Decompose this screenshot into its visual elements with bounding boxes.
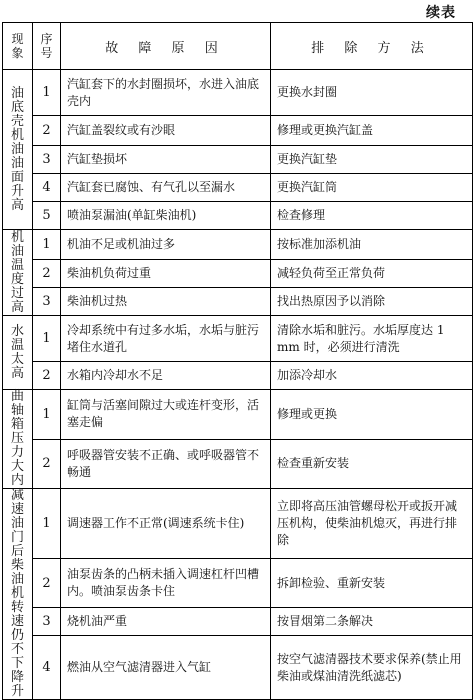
- row-number: 1: [33, 489, 61, 559]
- table-row: [3, 116, 473, 146]
- row-number: 2: [33, 260, 61, 288]
- table-row: [3, 439, 473, 489]
- table-row: [3, 146, 473, 174]
- cause-cell: 烧机油严重: [61, 607, 271, 636]
- cause-cell: 呼吸器管安装不正确、或呼吸器管不畅通: [61, 439, 271, 489]
- table-row: [3, 230, 473, 260]
- fix-cell: 修理或更换汽缸盖: [271, 116, 473, 146]
- row-number: 2: [33, 116, 61, 146]
- fix-cell: 清除水垢和脏污。水垢厚度达 1 mm 时，必须进行清洗: [271, 316, 473, 362]
- fix-cell: 检查重新安装: [271, 439, 473, 489]
- header-no: 序号: [33, 23, 61, 70]
- phenomenon-water-temp-high: 水温太高: [3, 316, 33, 390]
- row-number: 1: [33, 70, 61, 116]
- phenomenon-speed-not-drop: 减速油门后柴油机转速仍不下降升: [3, 489, 33, 700]
- table-row: [3, 288, 473, 316]
- table-row: [3, 362, 473, 390]
- fix-cell: 加添冷却水: [271, 362, 473, 390]
- fix-cell: 修理或更换: [271, 390, 473, 440]
- table-row: [3, 260, 473, 288]
- row-number: 2: [33, 439, 61, 489]
- cause-cell: 机油不足或机油过多: [61, 230, 271, 260]
- cause-cell: 汽缸套下的水封圈损坏，水进入油底壳内: [61, 70, 271, 116]
- fix-cell: 找出热原因予以消除: [271, 288, 473, 316]
- row-number: 5: [33, 202, 61, 230]
- phenomenon-oil-level-rise: 油底壳机油油面升高: [3, 70, 33, 230]
- cause-cell: 调速器工作不正常(调速系统卡住): [61, 489, 271, 559]
- row-number: 2: [33, 362, 61, 390]
- cause-cell: 汽缸套已腐蚀、有气孔以至漏水: [61, 174, 271, 202]
- cause-cell: 柴油机过热: [61, 288, 271, 316]
- fix-cell: 检查修理: [271, 202, 473, 230]
- row-number: 3: [33, 288, 61, 316]
- table-row: [3, 202, 473, 230]
- fix-cell: 减轻负荷至正常负荷: [271, 260, 473, 288]
- row-number: 1: [33, 390, 61, 440]
- fix-cell: 立即将高压油管螺母松开或扳开减压机构，使柴油机熄灭，再进行排除: [271, 489, 473, 559]
- continued-table-label: 续表: [426, 5, 456, 21]
- table-row: [3, 316, 473, 362]
- table-row: [3, 559, 473, 607]
- table-row: [3, 174, 473, 202]
- header-cause: 故 障 原 因: [61, 23, 271, 70]
- row-number: 3: [33, 607, 61, 636]
- fix-cell: 拆卸检验、重新安装: [271, 559, 473, 607]
- table-row: [3, 390, 473, 440]
- cause-cell: 冷却系统中有过多水垢，水垢与脏污堵住水道孔: [61, 316, 271, 362]
- header-row: [3, 23, 473, 70]
- fix-cell: 更换汽缸筒: [271, 174, 473, 202]
- header-fix: 排 除 方 法: [271, 23, 473, 70]
- fix-cell: 更换水封圈: [271, 70, 473, 116]
- cause-cell: 水箱内冷却水不足: [61, 362, 271, 390]
- table-row: [3, 489, 473, 559]
- phenomenon-crankcase-pressure: 曲轴箱压力大内: [3, 390, 33, 489]
- table-row: [3, 70, 473, 116]
- fix-cell: 按标准加添机油: [271, 230, 473, 260]
- row-number: 1: [33, 316, 61, 362]
- cause-cell: 汽缸垫损坏: [61, 146, 271, 174]
- fix-cell: 更换汽缸垫: [271, 146, 473, 174]
- cause-cell: 油泵齿条的凸柄未插入调速杠杆凹槽内。喷油泵齿条卡住: [61, 559, 271, 607]
- row-number: 4: [33, 174, 61, 202]
- cause-cell: 喷油泵漏油(单缸柴油机): [61, 202, 271, 230]
- fix-cell: 按冒烟第二条解决: [271, 607, 473, 636]
- table-row: [3, 636, 473, 700]
- row-number: 1: [33, 230, 61, 260]
- fix-cell: 按空气滤清器技术要求保养(禁止用柴油或煤油清洗纸滤芯): [271, 636, 473, 700]
- phenomenon-oil-temp-high: 机油温度过高: [3, 230, 33, 316]
- table-row: [3, 607, 473, 636]
- row-number: 4: [33, 636, 61, 700]
- header-phenomenon: 现象: [3, 23, 33, 70]
- cause-cell: 柴油机负荷过重: [61, 260, 271, 288]
- row-number: 2: [33, 559, 61, 607]
- row-number: 3: [33, 146, 61, 174]
- fault-table: [2, 22, 473, 700]
- cause-cell: 汽缸盖裂纹或有沙眼: [61, 116, 271, 146]
- cause-cell: 缸筒与活塞间隙过大或连杆变形，活塞走偏: [61, 390, 271, 440]
- cause-cell: 燃油从空气滤清器进入气缸: [61, 636, 271, 700]
